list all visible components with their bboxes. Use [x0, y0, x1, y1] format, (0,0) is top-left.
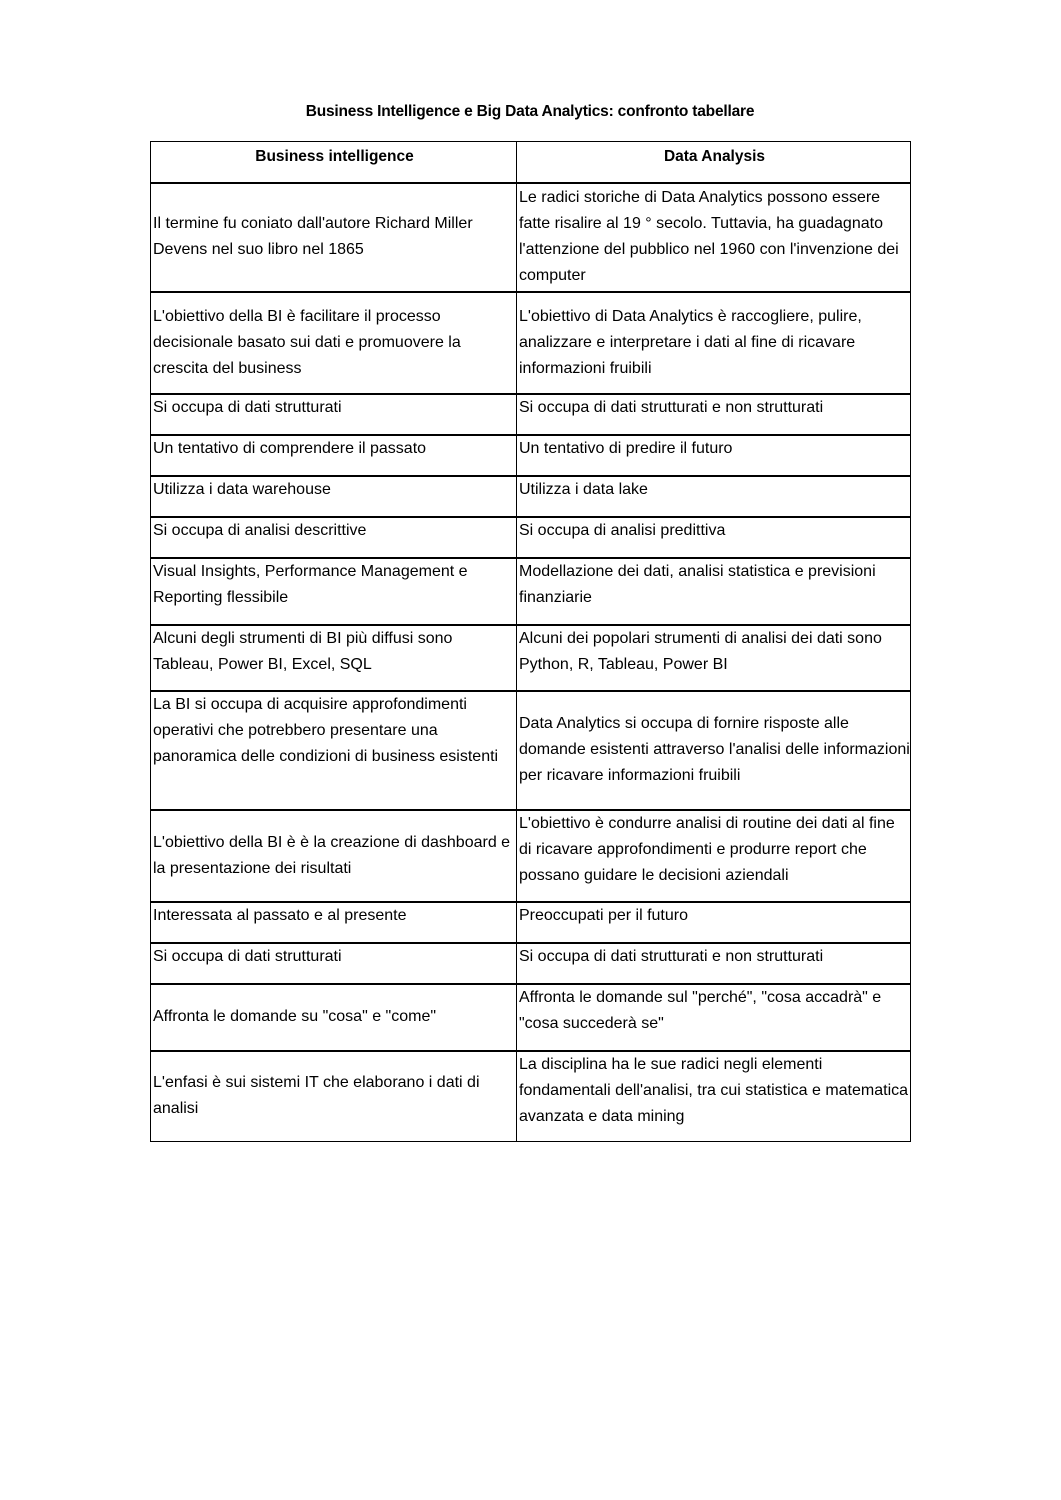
table-cell-da: Le radici storiche di Data Analytics possono essere fatte risalire al 19 ° secolo. Tuttavia, ha guadagnato l'attenzione del pubblico nel 1960 con l'invenzione dei computer: [517, 183, 911, 292]
table-row: [151, 810, 911, 902]
table-row: [151, 183, 911, 292]
table-row: [151, 558, 911, 625]
table-row: [151, 394, 911, 435]
table-cell-da: Si occupa di dati strutturati e non strutturati: [517, 394, 911, 435]
table-cell-bi: Interessata al passato e al presente: [151, 902, 517, 943]
table-row: [151, 435, 911, 476]
table-cell-bi: Si occupa di dati strutturati: [151, 394, 517, 435]
page-title: Business Intelligence e Big Data Analytics: confronto tabellare: [305, 103, 755, 120]
table-cell-bi: La BI si occupa di acquisire approfondimenti operativi che potrebbero presentare una panoramica delle condizioni di business esistenti: [151, 691, 517, 810]
table-cell-bi: Alcuni degli strumenti di BI più diffusi sono Tableau, Power BI, Excel, SQL: [151, 625, 517, 691]
table-row: [151, 476, 911, 517]
table-cell-da: L'obiettivo è condurre analisi di routine dei dati al fine di ricavare approfondimenti e produrre report che possano guidare le decisioni aziendali: [517, 810, 911, 902]
table-cell-bi: Visual Insights, Performance Management e Reporting flessibile: [151, 558, 517, 625]
table-cell-bi: Un tentativo di comprendere il passato: [151, 435, 517, 476]
table-cell-da: Alcuni dei popolari strumenti di analisi dei dati sono Python, R, Tableau, Power BI: [517, 625, 911, 691]
table-cell-bi: L'enfasi è sui sistemi IT che elaborano i dati di analisi: [151, 1051, 517, 1142]
table-row: [151, 292, 911, 394]
table-cell-bi: Si occupa di dati strutturati: [151, 943, 517, 984]
table-cell-da: Preoccupati per il futuro: [517, 902, 911, 943]
table-cell-bi: Il termine fu coniato dall'autore Richard Miller Devens nel suo libro nel 1865: [151, 183, 517, 292]
table-row: [151, 517, 911, 558]
table-cell-da: Si occupa di analisi predittiva: [517, 517, 911, 558]
table-row: [151, 625, 911, 691]
table-cell-da: Modellazione dei dati, analisi statistica e previsioni finanziarie: [517, 558, 911, 625]
header-business-intelligence: Business intelligence: [151, 142, 517, 183]
table-cell-da: La disciplina ha le sue radici negli elementi fondamentali dell'analisi, tra cui statistica e matematica avanzata e data mining: [517, 1051, 911, 1142]
table-cell-bi: L'obiettivo della BI è facilitare il processo decisionale basato sui dati e promuovere la crescita del business: [151, 292, 517, 394]
comparison-table: [150, 141, 911, 1142]
header-data-analysis: Data Analysis: [517, 142, 911, 183]
table-row: [151, 902, 911, 943]
table-cell-da: Affronta le domande sul "perché", "cosa accadrà" e "cosa succederà se": [517, 984, 911, 1051]
table-cell-da: Un tentativo di predire il futuro: [517, 435, 911, 476]
table-cell-da: Si occupa di dati strutturati e non strutturati: [517, 943, 911, 984]
table-row: [151, 984, 911, 1051]
table-cell-bi: Affronta le domande su "cosa" e "come": [151, 984, 517, 1051]
table-cell-bi: Si occupa di analisi descrittive: [151, 517, 517, 558]
table-row: [151, 1051, 911, 1142]
table-cell-da: Data Analytics si occupa di fornire risposte alle domande esistenti attraverso l'analisi delle informazioni per ricavare informazioni fruibili: [517, 691, 911, 810]
table-row: [151, 943, 911, 984]
table-cell-da: Utilizza i data lake: [517, 476, 911, 517]
table-cell-bi: L'obiettivo della BI è è la creazione di dashboard e la presentazione dei risultati: [151, 810, 517, 902]
table-header-row: [151, 142, 911, 183]
table-cell-bi: Utilizza i data warehouse: [151, 476, 517, 517]
table-row: [151, 691, 911, 810]
table-cell-da: L'obiettivo di Data Analytics è raccogliere, pulire, analizzare e interpretare i dati al fine di ricavare informazioni fruibili: [517, 292, 911, 394]
